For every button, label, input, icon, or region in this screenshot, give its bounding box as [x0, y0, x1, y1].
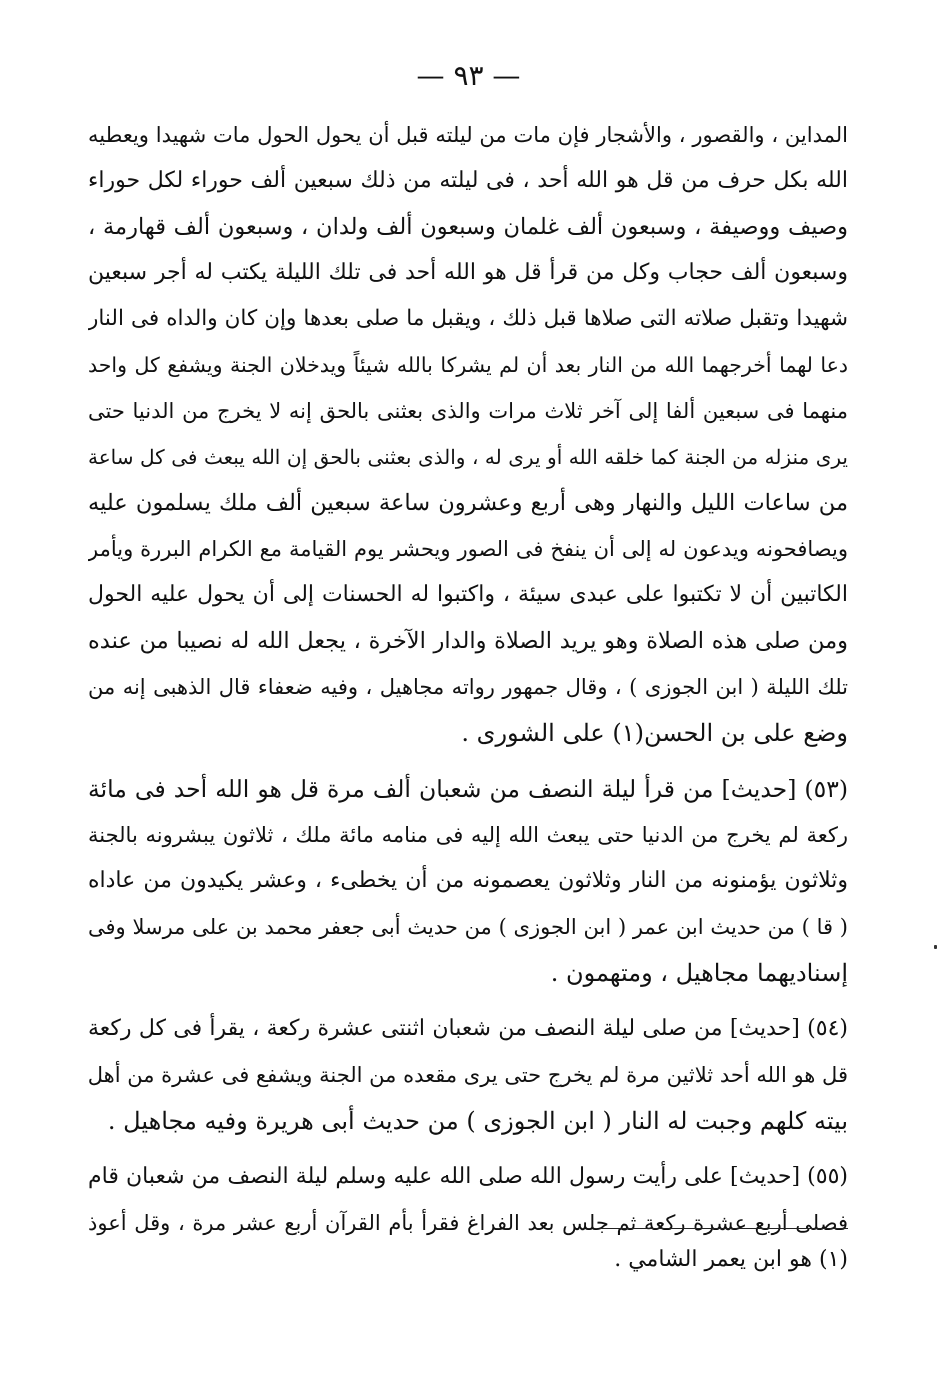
footnote-divider	[600, 1228, 848, 1229]
text-line: ( قا ) من حديث ابن عمر ( ابن الجوزى ) من حديث أبى جعفر محمد بن على مرسلا وفى	[88, 915, 848, 939]
text-line: (٥٣) [حديث] من قرأ ليلة النصف من شعبان ألف مرة قل هو الله أحد فى مائة	[88, 775, 848, 803]
text-line: منهما فى سبعين ألفا إلى آخر ثلاث مرات والذى بعثنى بالحق إنه لا يخرج من الدنيا حتى	[88, 399, 848, 423]
paragraph-continuation	[88, 112, 848, 756]
text-line: إسناديهما مجاهيل ، ومتهمون .	[550, 959, 848, 987]
text-line: الكاتبين أن لا تكتبوا على عبدى سيئة ، واكتبوا له الحسنات إلى أن يحول عليه الحول	[88, 582, 848, 607]
text-line: (٥٤) [حديث] من صلى ليلة النصف من شعبان اثنتى عشرة ركعة ، يقرأ فى كل ركعة	[88, 1016, 848, 1041]
hadith-54	[88, 1006, 848, 1144]
paragraph-gap	[88, 756, 848, 766]
footnote: (١) هو ابن يعمر الشامي .	[614, 1247, 848, 1272]
text-line: يرى منزله من الجنة كما خلقه الله أو يرى له ، والذى بعثنى بالحق إن الله يبعث فى كل ساعة	[88, 445, 848, 469]
text-line: بيته كلهم وجبت له النار ( ابن الجوزى ) من حديث أبى هريرة وفيه مجاهيل .	[107, 1107, 848, 1135]
body-text	[88, 112, 848, 1246]
text-line: (٥٥) [حديث] على رأيت رسول الله صلى الله عليه وسلم ليلة النصف من شعبان قام	[88, 1164, 848, 1189]
text-line: من ساعات الليل والنهار وهى أربع وعشرون ساعة سبعين ألف ملك يسلمون عليه	[88, 490, 848, 516]
text-line: قل هو الله أحد ثلاثين مرة لم يخرج حتى يرى مقعده من الجنة ويشفع فى عشرة من أهل	[88, 1063, 848, 1087]
text-line: شهيدا وتقبل صلاته التى صلاها قبل ذلك ، ويقبل ما صلى بعدها وإن كان والداه فى النار	[88, 306, 848, 331]
hadith-55	[88, 1154, 848, 1246]
text-line: فصلى أربع عشرة ركعة ثم جلس بعد الفراغ فقرأ بأم القرآن أربع عشر مرة ، وقل أعوذ	[88, 1211, 848, 1235]
hadith-53	[88, 766, 848, 996]
text-line: تلك الليلة ( ابن الجوزى ) ، وقال جمهور رواته مجاهيل ، وفيه ضعفاء قال الذهبى إنه من	[88, 675, 848, 699]
text-line: ركعة لم يخرج من الدنيا حتى يبعث الله إليه فى منامه مائة ملك ، ثلاثون يبشرونه بالجنة	[88, 823, 848, 847]
text-line: ومن صلى هذه الصلاة وهو يريد الصلاة والدار الآخرة ، يجعل الله له نصيبا من عنده	[88, 628, 848, 654]
text-line: دعا لهما أخرجهما الله من النار بعد أن لم يشركا بالله شيئاً ويدخلان الجنة ويشفع كل واحد	[88, 353, 848, 377]
text-line: وصيف ووصيفة ، وسبعون ألف غلمان وسبعون ألف ولدان ، وسبعون ألف قهارمة ،	[88, 214, 848, 240]
text-line: ويصافحونه ويدعون له إلى أن ينفخ فى الصور ويحشر يوم القيامة مع الكرام البررة ويأمر	[88, 537, 848, 561]
text-line: وضع على بن الحسن(١) على الشورى .	[461, 719, 848, 747]
text-line: المداين ، والقصور ، والأشجار فإن مات من ليلته قبل أن يحول الحول مات شهيدا ويعطيه	[88, 123, 848, 147]
text-line: وثلاثون يؤمنونه من النار وثلاثون يعصمونه من أن يخطىء ، وعشر يكيدون من عاداه	[88, 868, 848, 893]
paragraph-gap	[88, 996, 848, 1006]
text-line: وسبعون ألف حجاب وكل من قرأ قل هو الله أحد فى تلك الليلة يكتب له أجر سبعين	[88, 260, 848, 285]
paragraph-gap	[88, 1144, 848, 1154]
page-number: — ٩٣ —	[416, 59, 521, 92]
text-line: الله بكل حرف من قل هو الله أحد ، فى ليلته من ذلك سبعين ألف حوراء لكل حوراء	[88, 168, 848, 193]
